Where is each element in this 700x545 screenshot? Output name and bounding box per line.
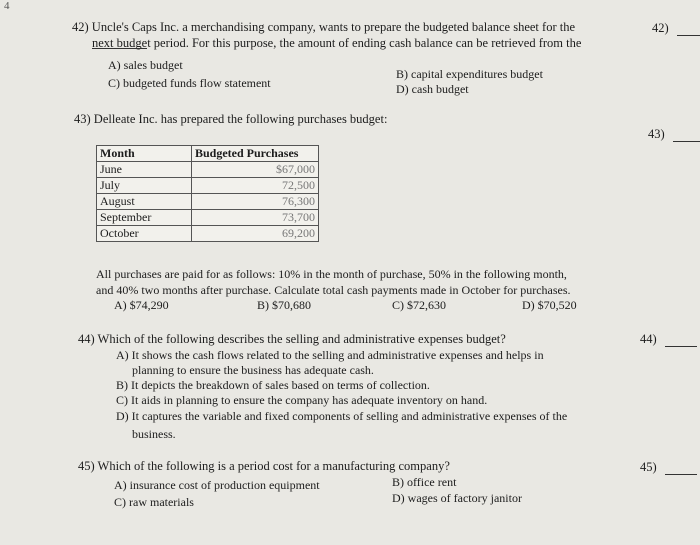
table-row <box>97 162 319 178</box>
table-cell-amount: 76,300 <box>192 194 319 210</box>
q43-text-line2: and 40% two months after purchase. Calculate total cash payments made in October for purchases. <box>96 283 571 297</box>
q44-option-b: B) It depicts the breakdown of sales based on terms of collection. <box>116 378 430 392</box>
q43-text-line1: All purchases are paid for as follows: 10% in the month of purchase, 50% in the following month, <box>96 267 567 281</box>
corner-mark: 4 <box>4 0 10 12</box>
q44-answer-slot[interactable] <box>640 332 697 347</box>
table-row <box>97 210 319 226</box>
q44-stem: 44) Which of the following describes the selling and administrative expenses budget? <box>78 332 506 346</box>
q45-answer-slot[interactable] <box>640 460 697 475</box>
q45-stem: 45) Which of the following is a period cost for a manufacturing company? <box>78 459 450 473</box>
table-header-purchases: Budgeted Purchases <box>192 146 319 162</box>
table-cell-amount: 72,500 <box>192 178 319 194</box>
q42-answer-line <box>677 34 700 36</box>
table-header-month: Month <box>97 146 192 162</box>
table-cell-month: June <box>97 162 192 178</box>
q45-option-d: D) wages of factory janitor <box>392 491 522 505</box>
q42-number: 42) <box>652 21 669 35</box>
q43-stem: 43) Delleate Inc. has prepared the following purchases budget: <box>74 112 388 126</box>
q42-stem-line1: 42) Uncle's Caps Inc. a merchandising company, wants to prepare the budgeted balance sheet for the <box>72 20 575 34</box>
q43-option-d: D) $70,520 <box>522 298 577 312</box>
q43-number: 43) <box>648 127 665 141</box>
table-cell-amount: $67,000 <box>192 162 319 178</box>
table-header-row <box>97 146 319 162</box>
q44-option-c: C) It aids in planning to ensure the company has adequate inventory on hand. <box>116 393 488 407</box>
table-cell-month: July <box>97 178 192 194</box>
q43-option-b: B) $70,680 <box>257 298 311 312</box>
q44-option-d-line1: D) It captures the variable and fixed components of selling and administrative expenses of the <box>116 409 568 423</box>
q43-answer-slot[interactable] <box>648 127 700 142</box>
q42-option-b: B) capital expenditures budget <box>396 67 543 81</box>
q45-option-b: B) office rent <box>392 475 457 489</box>
table-cell-month: August <box>97 194 192 210</box>
q42-option-a: A) sales budget <box>108 58 183 72</box>
q45-answer-line <box>665 473 697 475</box>
q44-number: 44) <box>640 332 657 346</box>
q42-answer-slot[interactable] <box>652 21 700 36</box>
q43-answer-line <box>673 140 700 142</box>
table-row <box>97 178 319 194</box>
q44-option-d-line2: business. <box>132 427 176 441</box>
table-cell-month: September <box>97 210 192 226</box>
table-row <box>97 226 319 242</box>
q42-stem-line2: next budget period. For this purpose, the amount of ending cash balance can be retrieved from the <box>92 36 582 50</box>
table-row <box>97 194 319 210</box>
q42-answer-blank-inline <box>92 48 147 49</box>
q43-option-c: C) $72,630 <box>392 298 446 312</box>
q42-option-d: D) cash budget <box>396 82 469 96</box>
q43-option-a: A) $74,290 <box>114 298 169 312</box>
table-cell-amount: 73,700 <box>192 210 319 226</box>
table-cell-month: October <box>97 226 192 242</box>
q45-option-a: A) insurance cost of production equipment <box>114 478 320 492</box>
table-cell-amount: 69,200 <box>192 226 319 242</box>
purchases-budget-table <box>96 145 319 242</box>
q42-option-c: C) budgeted funds flow statement <box>108 76 271 90</box>
q44-option-a-line1: A) It shows the cash flows related to the selling and administrative expenses and helps in <box>116 348 544 362</box>
q45-option-c: C) raw materials <box>114 495 194 509</box>
q44-answer-line <box>665 345 697 347</box>
q45-number: 45) <box>640 460 657 474</box>
q44-option-a-line2: planning to ensure the business has adequate cash. <box>132 363 374 377</box>
